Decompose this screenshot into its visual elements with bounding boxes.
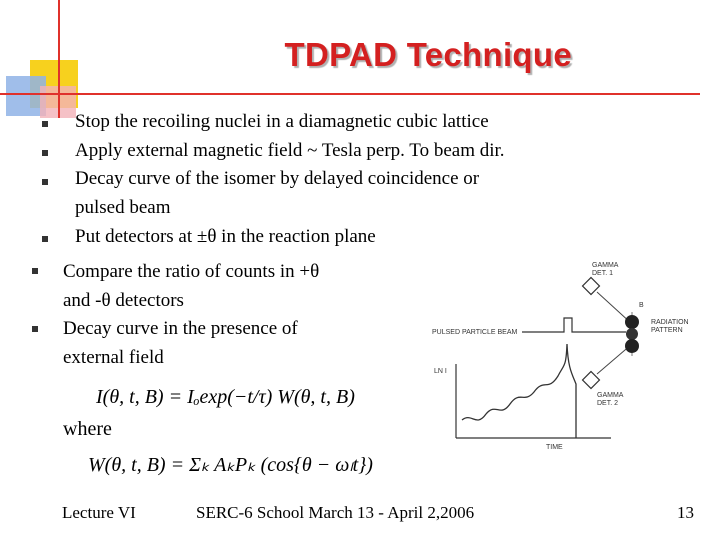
- bullet-marker: [42, 121, 48, 127]
- ln-i-label: LN I: [434, 368, 447, 375]
- radiation-pattern-lobe: [625, 339, 639, 353]
- time-label: TIME: [546, 444, 563, 451]
- setup-diagram: [426, 252, 710, 452]
- bullet-marker: [32, 326, 38, 332]
- bullet-marker: [42, 150, 48, 156]
- where-label: where: [63, 418, 112, 440]
- det-2-label: DET. 2: [597, 400, 619, 407]
- equation-angular-distribution: W(θ, t, B) = Σₖ AₖPₖ (cos{θ − ωₗt}): [88, 454, 373, 476]
- b-field-label: B: [639, 302, 644, 309]
- bullet-text-continuation: pulsed beam: [75, 197, 171, 218]
- bullet-text: Apply external magnetic field ~ Tesla perp. To beam dir.: [75, 140, 505, 161]
- radiation-pattern-lobe: [625, 315, 639, 329]
- decay-curve: [462, 344, 576, 438]
- bullet-text: Compare the ratio of counts in +θ: [63, 261, 320, 282]
- bullet-marker: [42, 236, 48, 242]
- radiation-pattern-lobe: [626, 328, 638, 340]
- footer-lecture: Lecture VI: [62, 503, 136, 522]
- bullet-text: Put detectors at ±θ in the reaction plane: [75, 226, 376, 247]
- detector-2-icon: [583, 372, 600, 389]
- bullet-text-continuation: external field: [63, 347, 164, 368]
- bullet-text-continuation: and -θ detectors: [63, 290, 184, 311]
- slide-title: TDPAD Technique: [284, 36, 572, 73]
- gamma-2-label: GAMMA: [597, 392, 624, 399]
- bullet-marker: [32, 268, 38, 274]
- pulsed-beam-line: [522, 318, 626, 332]
- det-1-label: DET. 1: [592, 270, 614, 277]
- decor-horizontal-line: [0, 93, 700, 95]
- gamma-1-label: GAMMA: [592, 262, 619, 269]
- bullet-text: Stop the recoiling nuclei in a diamagnetic cubic lattice: [75, 111, 489, 132]
- detector-1-icon: [583, 278, 600, 295]
- bullet-text: Decay curve in the presence of: [63, 318, 298, 339]
- equation-intensity: I(θ, t, B) = Iₒexp(−t/τ) W(θ, t, B): [96, 386, 355, 408]
- tdpad-setup-figure: [426, 252, 710, 452]
- radiation-label: RADIATION: [651, 319, 689, 326]
- footer-school: SERC-6 School March 13 - April 2,2006: [196, 503, 475, 522]
- bullet-text: Decay curve of the isomer by delayed coincidence or: [75, 168, 480, 189]
- bullet-marker: [42, 179, 48, 185]
- beam-label: PULSED PARTICLE BEAM: [432, 329, 518, 336]
- page-number: 13: [677, 503, 694, 522]
- pattern-label: PATTERN: [651, 327, 683, 334]
